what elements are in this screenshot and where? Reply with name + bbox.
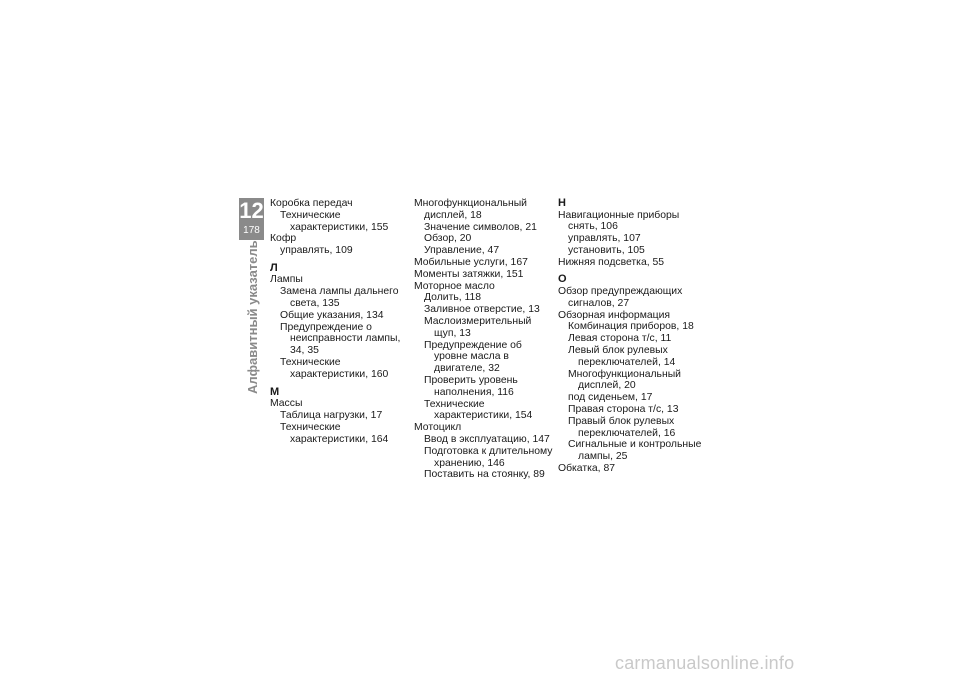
index-subentry: Технические характеристики, 154 xyxy=(424,398,533,422)
index-column-2 xyxy=(414,198,554,481)
watermark: carmanualsonline.info xyxy=(615,653,795,673)
index-letter-heading: О xyxy=(558,273,567,286)
chapter-badge xyxy=(239,198,264,240)
index-subentry: Сигнальные и контрольные лампы, 25 xyxy=(568,439,702,463)
index-column-3 xyxy=(558,198,703,475)
index-entry: Моменты затяжки, 151 xyxy=(414,268,524,280)
index-subentry: Левый блок рулевых переключателей, 14 xyxy=(568,344,676,368)
index-entry: Нижняя подсветка, 55 xyxy=(558,256,665,268)
index-subentry: управлять, 109 xyxy=(280,245,353,257)
index-subentry: Управление, 47 xyxy=(424,245,500,257)
chapter-number: 12 xyxy=(239,198,264,223)
index-subentry: Таблица нагрузки, 17 xyxy=(280,409,383,421)
index-subentry: Предупреждение об уровне масла в двигателе, 32 xyxy=(424,339,522,375)
index-subentry: Многофункциональный дисплей, 20 xyxy=(568,368,681,392)
index-subentry: Замена лампы дальнего света, 135 xyxy=(280,286,399,310)
index-entry: Лампы xyxy=(270,274,303,286)
index-subentry: управлять, 107 xyxy=(568,233,641,245)
index-entry: Навигационные приборы xyxy=(558,209,680,221)
index-entry: Моторное масло xyxy=(414,280,495,292)
index-subentry: Заливное отверстие, 13 xyxy=(424,304,540,316)
index-entry: Обзор предупреждающих сигналов, 27 xyxy=(558,285,683,309)
index-subentry: Обзор, 20 xyxy=(424,233,472,245)
index-subentry: Поставить на стоянку, 89 xyxy=(424,469,545,481)
index-entry: Многофункциональный дисплей, 18 xyxy=(414,198,527,221)
index-subentry: установить, 105 xyxy=(568,244,645,256)
index-column-1 xyxy=(270,198,410,445)
index-entry: Обзорная информация xyxy=(558,309,670,321)
index-subentry: Технические характеристики, 164 xyxy=(280,421,389,445)
index-subentry: снять, 106 xyxy=(568,221,618,233)
index-letter-heading: Н xyxy=(558,197,566,209)
index-entry: Обкатка, 87 xyxy=(558,462,616,474)
page-number: 178 xyxy=(243,225,260,236)
index-subentry: под сиденьем, 17 xyxy=(568,392,653,404)
index-subentry: Левая сторона т/с, 11 xyxy=(568,333,672,345)
index-letter-heading: Л xyxy=(270,261,278,274)
index-subentry: Предупреждение о неисправности лампы, 34, 35 xyxy=(280,321,401,357)
index-subentry: Комбинация приборов, 18 xyxy=(568,321,694,333)
index-subentry: Маслоизмерительный щуп, 13 xyxy=(424,315,532,339)
index-subentry: Технические характеристики, 155 xyxy=(280,209,389,233)
index-subentry: Технические характеристики, 160 xyxy=(280,357,389,380)
index-letter-heading: М xyxy=(270,385,280,398)
index-subentry: Правый блок рулевых переключателей, 16 xyxy=(568,415,676,439)
index-subentry: Долить, 118 xyxy=(424,292,482,304)
index-subentry: Ввод в эксплуатацию, 147 xyxy=(424,433,550,445)
index-entry: Мотоцикл xyxy=(414,422,462,434)
index-subentry: Подготовка к длительному хранению, 146 xyxy=(424,445,553,469)
index-subentry: Общие указания, 134 xyxy=(280,309,384,321)
section-title-text: Алфавитный указатель xyxy=(245,240,260,394)
index-subentry: Значение символов, 21 xyxy=(424,221,537,233)
index-entry: Коробка передач xyxy=(270,198,353,209)
index-entry: Кофр xyxy=(270,233,297,245)
index-subentry: Правая сторона т/с, 13 xyxy=(568,403,679,415)
index-subentry: Проверить уровень наполнения, 116 xyxy=(424,374,518,398)
index-entry: Мобильные услуги, 167 xyxy=(414,256,528,268)
index-entry: Массы xyxy=(270,398,303,410)
